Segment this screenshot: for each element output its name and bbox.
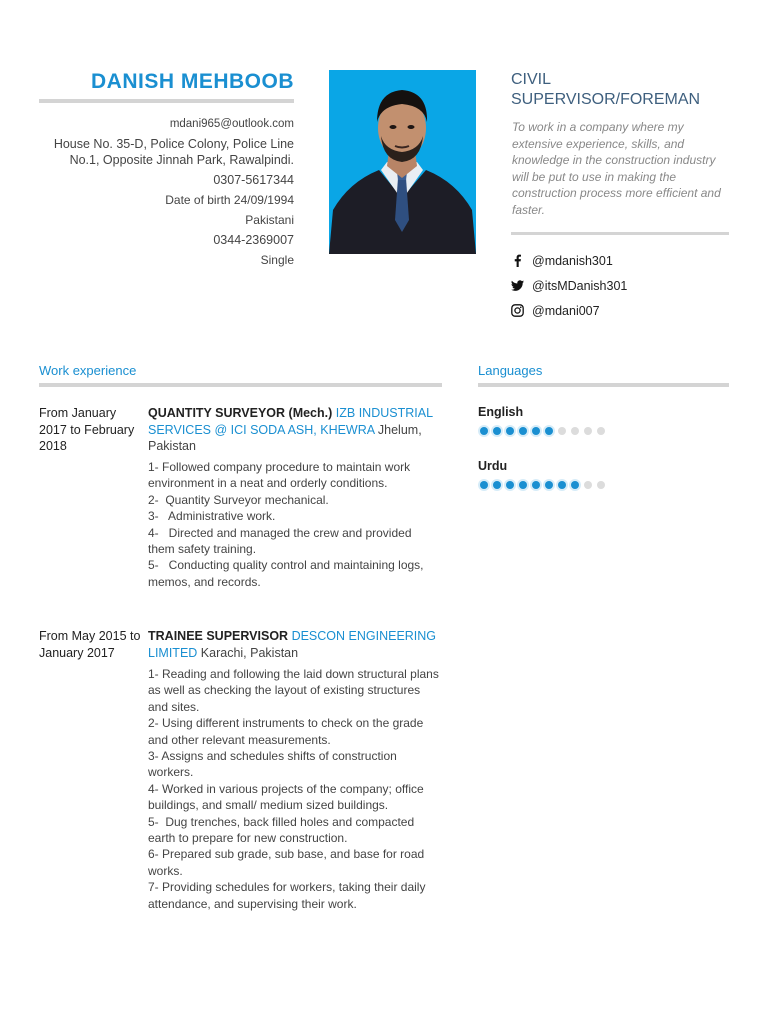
level-dot-empty — [584, 481, 592, 489]
date-of-birth: Date of birth 24/09/1994 — [165, 193, 294, 207]
work-entry-1-company: IZB INDUSTRIAL SERVICES @ ICI SODA ASH, KHEWRA — [148, 406, 433, 437]
languages-heading: Languages — [478, 363, 543, 378]
work-entry-2-location: Karachi, Pakistan — [200, 645, 299, 660]
language-english — [478, 405, 610, 435]
twitter-handle: @itsMDanish301 — [532, 278, 628, 293]
candidate-name: DANISH MEHBOOB — [90, 70, 294, 93]
level-dot-filled — [506, 427, 514, 435]
facebook-icon — [511, 254, 524, 267]
level-dot-filled — [480, 481, 488, 489]
work-entry-1-role: QUANTITY SURVEYOR (Mech.) — [148, 406, 333, 420]
duty-line: 4- Directed and managed the crew and provided them safety training. — [148, 525, 415, 557]
duty-line: 5- Dug trenches, back filled holes and compacted earth to prepare for new construction. — [148, 814, 418, 846]
level-dot-filled — [545, 427, 553, 435]
level-dot-filled — [545, 481, 553, 489]
social-twitter[interactable] — [511, 273, 731, 298]
work-entry-2-role: TRAINEE SUPERVISOR — [148, 629, 289, 643]
work-entry-2-dates: From May 2015 to January 2017 — [39, 629, 141, 660]
marital-status: Single — [260, 253, 294, 267]
address: House No. 35-D, Police Colony, Police Line No.1, Opposite Jinnah Park, Rawalpindi. — [53, 137, 294, 167]
duty-line: 5- Conducting quality control and maintaining logs, memos, and records. — [148, 558, 427, 589]
level-dot-empty — [597, 427, 605, 435]
instagram-handle: @mdani007 — [532, 303, 600, 318]
job-title — [511, 70, 731, 110]
level-dot-empty — [558, 427, 566, 435]
name-divider — [39, 99, 294, 103]
duty-line: 1- Reading and following the laid down structural plans as well as checking the layout of existing structures and sites. — [148, 667, 439, 714]
social-facebook[interactable] — [511, 248, 731, 273]
work-experience-heading: Work experience — [39, 363, 137, 378]
level-dot-empty — [571, 427, 579, 435]
work-entry-1-header — [148, 405, 440, 455]
facebook-handle: @mdanish301 — [532, 253, 613, 268]
social-instagram[interactable] — [511, 298, 731, 323]
duty-line: 2- Using different instruments to check on the grade and other relevant measurements. — [148, 716, 424, 747]
language-level-dots — [480, 481, 610, 489]
level-dot-empty — [584, 427, 592, 435]
duty-line: 2- Quantity Surveyor mechanical. — [148, 492, 329, 507]
language-level-dots — [480, 427, 610, 435]
career-objective: To work in a company where my extensive experience, skills, and knowledge in the construction industry will be put to use in making the construction process more efficient and faster. — [512, 120, 721, 217]
level-dot-filled — [480, 427, 488, 435]
level-dot-filled — [532, 427, 540, 435]
phone-secondary: 0344-2369007 — [213, 233, 294, 247]
work-entry-2-company: DESCON ENGINEERING LIMITED — [148, 629, 437, 660]
nationality: Pakistani — [245, 213, 294, 227]
duty-line: 4- Worked in various projects of the company; office buildings, and small/ medium sized buildings. — [148, 781, 424, 813]
work-entry-2-header — [148, 628, 440, 661]
level-dot-filled — [493, 481, 501, 489]
job-title-line1: CIVIL — [511, 71, 552, 88]
level-dot-filled — [506, 481, 514, 489]
languages-divider — [478, 383, 729, 387]
work-entry-1-location: Jhelum, Pakistan — [148, 422, 422, 453]
phone-primary: 0307-5617344 — [213, 173, 294, 187]
level-dot-filled — [519, 481, 527, 489]
social-links — [511, 248, 731, 323]
instagram-icon — [511, 304, 524, 317]
work-divider — [39, 383, 442, 387]
level-dot-filled — [532, 481, 540, 489]
duty-line: 1- Followed company procedure to maintain work environment in a neat and orderly conditions. — [148, 460, 411, 491]
work-entry-2-duties — [148, 666, 440, 912]
contact-block — [39, 114, 294, 270]
level-dot-filled — [519, 427, 527, 435]
duty-line: 3- Assigns and schedules shifts of construction workers. — [148, 749, 397, 780]
duty-line: 3- Administrative work. — [148, 509, 276, 524]
duty-line: 6- Prepared sub grade, sub base, and base for road works. — [148, 847, 425, 878]
level-dot-filled — [571, 481, 579, 489]
language-name: Urdu — [478, 459, 508, 473]
work-entry-1-dates: From January 2017 to February 2018 — [39, 406, 135, 453]
language-urdu — [478, 459, 610, 489]
level-dot-empty — [597, 481, 605, 489]
job-title-line2: SUPERVISOR/FOREMAN — [511, 91, 701, 108]
level-dot-filled — [558, 481, 566, 489]
email: mdani965@outlook.com — [169, 118, 294, 130]
duty-line: 7- Providing schedules for workers, taking their daily attendance, and supervising their work. — [148, 880, 426, 911]
work-entry-1-duties — [148, 459, 440, 590]
portrait-image — [329, 70, 476, 254]
language-name: English — [478, 405, 524, 419]
profile-photo — [329, 70, 476, 254]
twitter-icon — [511, 279, 524, 292]
objective-divider — [511, 232, 729, 235]
level-dot-filled — [493, 427, 501, 435]
